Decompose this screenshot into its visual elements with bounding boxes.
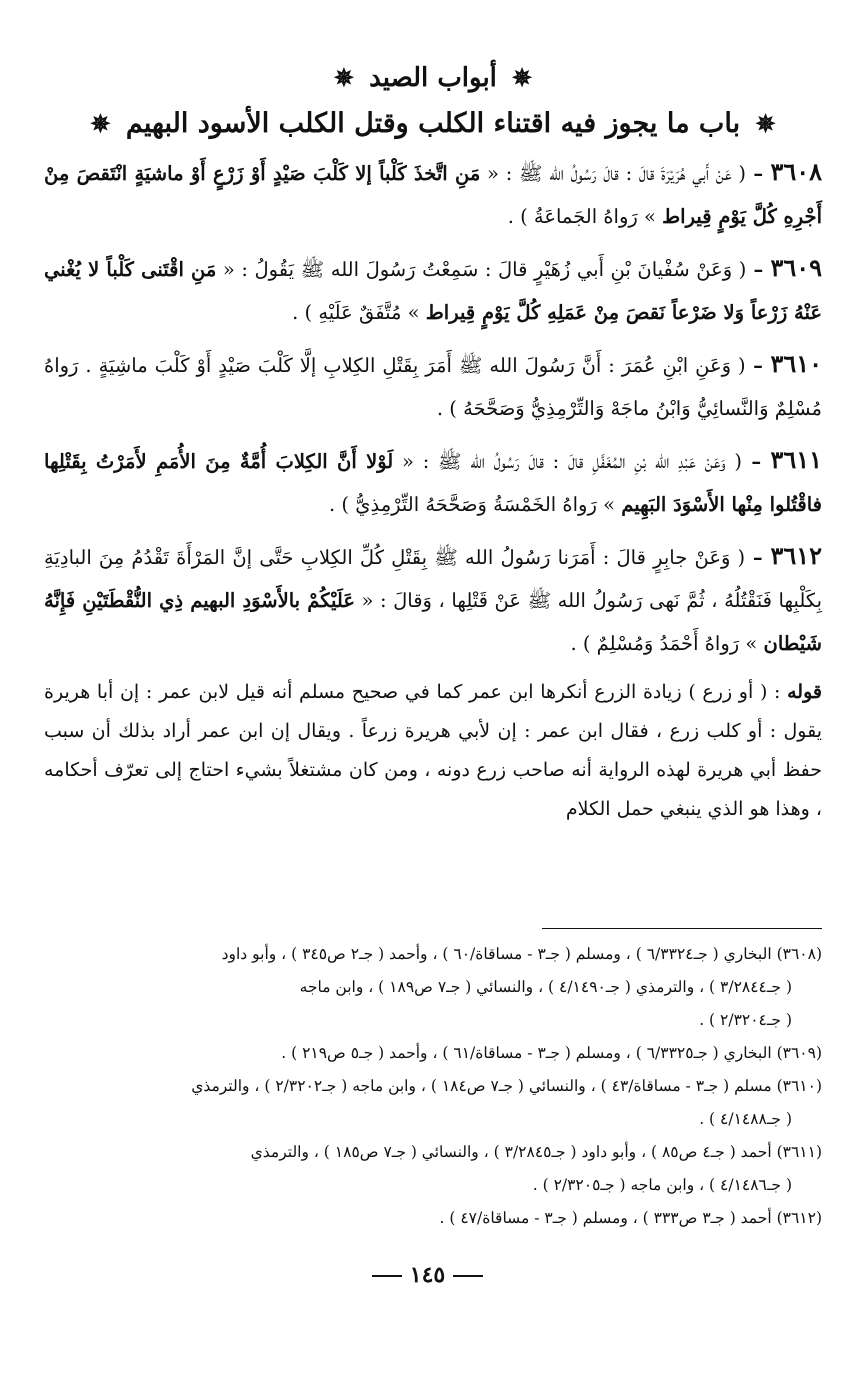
footnote-line: ( جـ٤/١٤٨٦ ) ، وابن ماجه ( جـ٢/٣٢٠٥ ) . bbox=[532, 1176, 792, 1194]
footnote-line: (٣٦٠٩) البخاري ( جـ٦/٣٣٢٥ ) ، ومسلم ( جـ٣ - مساقاة/٦١ ) ، وأحمد ( جـ٥ ص٢١٩ ) . bbox=[281, 1044, 822, 1062]
hadith-entry: ٣٦٠٩ – ( وَعَنْ سُفْيانَ بْنِ أَبي زُهَيْرٍ قالَ : سَمِعْتُ رَسُولَ الله ﷺ يَقُولُ : « مَنِ اقْتَنى كَلْباً لا يُغْني عَنْهُ زَرْعاً وَلا ضَرْعاً نَقصَ مِنْ عَمَلِهِ كُلَّ يَوْمٍ قِيراط » مُتَّفَقٌ عَلَيْهِ ) . bbox=[44, 253, 822, 324]
footnote-divider bbox=[542, 928, 822, 929]
footnote-continuation bbox=[44, 1004, 822, 1037]
footnote-continuation bbox=[44, 1169, 822, 1202]
page-number-dash bbox=[453, 1275, 483, 1277]
footnote-line: ( جـ٢/٣٢٠٤ ) . bbox=[699, 1011, 792, 1029]
hadith-number: ٣٦١٢ bbox=[770, 541, 822, 570]
footnote-line: (٣٦١٠) مسلم ( جـ٣ - مساقاة/٤٣ ) ، والنسائي ( جـ٧ ص١٨٤ ) ، وابن ماجه ( جـ٢/٣٢٠٢ ) ، والترمذي bbox=[191, 1077, 822, 1095]
footnote-line: (٣٦١١) أحمد ( جـ٤ ص٨٥ ) ، وأبو داود ( جـ٣/٢٨٤٥ ) ، والنسائي ( جـ٧ ص١٨٥ ) ، والترمذي bbox=[250, 1143, 822, 1161]
page-number-dash bbox=[372, 1275, 402, 1277]
star-ornament-icon: ✵ bbox=[511, 63, 533, 92]
footnote-line: (٣٦١٢) أحمد ( جـ٣ ص٣٣٣ ) ، ومسلم ( جـ٣ - مساقاة/٤٧ ) . bbox=[439, 1209, 822, 1227]
hadith-number: ٣٦١١ bbox=[770, 445, 822, 474]
hadith-quote: عَلَيْكُمْ بالأَسْوَدِ البهيم ذِي النُّقْطَتَيْنِ فَإِنَّهُ شَيْطان bbox=[44, 589, 822, 655]
page-number bbox=[0, 1262, 855, 1288]
hadith-quote: مَنِ اقْتَنى كَلْباً لا يُغْني عَنْهُ زَرْعاً وَلا ضَرْعاً نَقصَ مِنْ عَمَلِهِ كُلَّ يَوْمٍ قِيراط bbox=[44, 258, 822, 324]
hadith-outro: » رَواهُ أَحْمَدُ وَمُسْلِمٌ ) . bbox=[570, 632, 764, 655]
hadith-quote: مَنِ اتَّخذَ كَلْباً إلا كَلْبَ صَيْدٍ أَوْ زَرْعٍ أَوْ ماشيَةٍ انْتَقصَ مِنْ أَجْرِهِ كُلَّ يَوْمٍ قِيراط bbox=[44, 162, 822, 228]
hadith-intro: ( عَنْ أَبي هُرَيْرَةَ قالَ : قالَ رَسُولُ الله ﷺ : « bbox=[480, 162, 747, 185]
hadith-list bbox=[44, 150, 822, 665]
hadith-intro: ( وَعَنْ سُفْيانَ بْنِ أَبي زُهَيْرٍ قالَ : سَمِعْتُ رَسُولَ الله ﷺ يَقُولُ : « bbox=[216, 258, 747, 281]
footnotes bbox=[44, 938, 822, 1235]
hadith-number: ٣٦١٠ bbox=[770, 349, 823, 378]
star-ornament-icon: ✵ bbox=[90, 109, 111, 138]
footnote bbox=[44, 938, 822, 971]
chapter-title bbox=[44, 104, 822, 144]
hadith-outro: » رَواهُ الخَمْسَةُ وَصَحَّحَهُ التِّرْمِذِيُّ ) . bbox=[329, 493, 622, 516]
hadith-intro: ( وَعَنِ ابْنِ عُمَرَ : أَنَّ رَسُولَ الله ﷺ أَمَرَ بِقَتْلِ الكِلابِ إلَّا كَلْبَ صَيْدٍ أَوْ كَلْبَ ماشِيَةٍ . رَواهُ مُسْلِمٌ وَالنَّسائِيُّ وَابْنُ ماجَهْ وَالتِّرْمِذِيُّ وَصَحَّحَهُ ) . bbox=[44, 354, 822, 420]
footnote bbox=[44, 1202, 822, 1235]
commentary-lead: قوله bbox=[787, 681, 822, 703]
hadith-number: ٣٦٠٩ bbox=[770, 253, 822, 282]
section-title bbox=[44, 58, 822, 98]
star-ornament-icon: ✵ bbox=[333, 63, 355, 92]
footnote-continuation bbox=[44, 971, 822, 1004]
hadith-intro: ( وَعَنْ جابِرٍ قالَ : أَمَرَنا رَسُولُ الله ﷺ بِقَتْلِ كُلِّ الكِلابِ حَتَّى إنَّ المَرْأَةَ تَقْدُمُ مِنَ البادِيَةِ بِكَلْبِها فَنَقْتُلُهُ ، ثُمَّ نَهى رَسُولُ الله ﷺ عَنْ قَتْلِها ، وَقالَ : « bbox=[44, 546, 822, 612]
hadith-outro: » مُتَّفَقٌ عَلَيْهِ ) . bbox=[292, 301, 426, 324]
hadith-quote: لَوْلا أَنَّ الكِلابَ أُمَّةٌ مِنَ الأُمَمِ لأَمَرْتُ بِقَتْلِها فاقْتُلوا مِنْها الأَسْوَدَ البَهِيم bbox=[44, 450, 822, 516]
commentary-text: : ( أو زرع ) زيادة الزرع أنكرها ابن عمر كما في صحيح مسلم أنه قيل لابن عمر : إن أبا هريرة يقول : أو كلب زرع ، فقال ابن عمر : إن لأبي هريرة زرعاً . ويقال إن ابن عمر أراد بذلك أن سبب حفظ أبي هريرة لهذه الرواية أنه صاحب زرع دونه ، ومن كان مشتغلاً بشيء احتاج إلى تعرّف أحكامه ، وهذا هو الذي ينبغي حمل الكلام bbox=[44, 681, 822, 820]
footnote bbox=[44, 1136, 822, 1169]
hadith-outro: » رَواهُ الجَماعَةُ ) . bbox=[507, 205, 663, 228]
star-ornament-icon: ✵ bbox=[755, 109, 776, 138]
subtitle-text: باب ما يجوز فيه اقتناء الكلب وقتل الكلب الأسود البهيم bbox=[125, 108, 741, 139]
hadith-intro: ( وَعَنْ عَبْدِ الله بْنِ المُغَفَّلِ قالَ : قالَ رَسُولُ الله ﷺ : « bbox=[393, 450, 742, 473]
page-number-text: ١٤٥ bbox=[409, 1262, 446, 1288]
commentary bbox=[44, 673, 822, 829]
footnote-continuation bbox=[44, 1103, 822, 1136]
footnote-line: ( جـ٣/٢٨٤٤ ) ، والترمذي ( جـ٤/١٤٩٠ ) ، والنسائي ( جـ٧ ص١٨٩ ) ، وابن ماجه bbox=[299, 978, 792, 996]
footnote-line: (٣٦٠٨) البخاري ( جـ٦/٣٣٢٤ ) ، ومسلم ( جـ٣ - مساقاة/٦٠ ) ، وأحمد ( جـ٢ ص٣٤٥ ) ، وأبو داود bbox=[221, 945, 822, 963]
footnote bbox=[44, 1037, 822, 1070]
hadith-entry: ٣٦٠٨ – ( عَنْ أَبي هُرَيْرَةَ قالَ : قالَ رَسُولُ الله ﷺ : « مَنِ اتَّخذَ كَلْباً إلا كَلْبَ صَيْدٍ أَوْ زَرْعٍ أَوْ ماشيَةٍ انْتَقصَ مِنْ أَجْرِهِ كُلَّ يَوْمٍ قِيراط » رَواهُ الجَماعَةُ ) . bbox=[44, 157, 822, 228]
footnote-line: ( جـ٤/١٤٨٨ ) . bbox=[699, 1110, 792, 1128]
hadith-number: ٣٦٠٨ bbox=[770, 157, 822, 186]
footnote bbox=[44, 1070, 822, 1103]
hadith-entry: ٣٦١١ – ( وَعَنْ عَبْدِ الله بْنِ المُغَفَّلِ قالَ : قالَ رَسُولُ الله ﷺ : « لَوْلا أَنَّ الكِلابَ أُمَّةٌ مِنَ الأُمَمِ لأَمَرْتُ بِقَتْلِها فاقْتُلوا مِنْها الأَسْوَدَ البَهِيم » رَواهُ الخَمْسَةُ وَصَحَّحَهُ التِّرْمِذِيُّ ) . bbox=[44, 445, 822, 516]
hadith-entry: ٣٦١٢ – ( وَعَنْ جابِرٍ قالَ : أَمَرَنا رَسُولُ الله ﷺ بِقَتْلِ كُلِّ الكِلابِ حَتَّى إنَّ المَرْأَةَ تَقْدُمُ مِنَ البادِيَةِ بِكَلْبِها فَنَقْتُلُهُ ، ثُمَّ نَهى رَسُولُ الله ﷺ عَنْ قَتْلِها ، وَقالَ : « عَلَيْكُمْ بالأَسْوَدِ البهيم ذِي النُّقْطَتَيْنِ فَإِنَّهُ شَيْطان » رَواهُ أَحْمَدُ وَمُسْلِمٌ ) . bbox=[44, 541, 822, 655]
hadith-entry: ٣٦١٠ – ( وَعَنِ ابْنِ عُمَرَ : أَنَّ رَسُولَ الله ﷺ أَمَرَ بِقَتْلِ الكِلابِ إلَّا كَلْبَ صَيْدٍ أَوْ كَلْبَ ماشِيَةٍ . رَواهُ مُسْلِمٌ وَالنَّسائِيُّ وَابْنُ ماجَهْ وَالتِّرْمِذِيُّ وَصَحَّحَهُ ) . bbox=[44, 349, 823, 420]
page-body bbox=[44, 58, 822, 848]
title-text: أبواب الصيد bbox=[369, 63, 497, 93]
